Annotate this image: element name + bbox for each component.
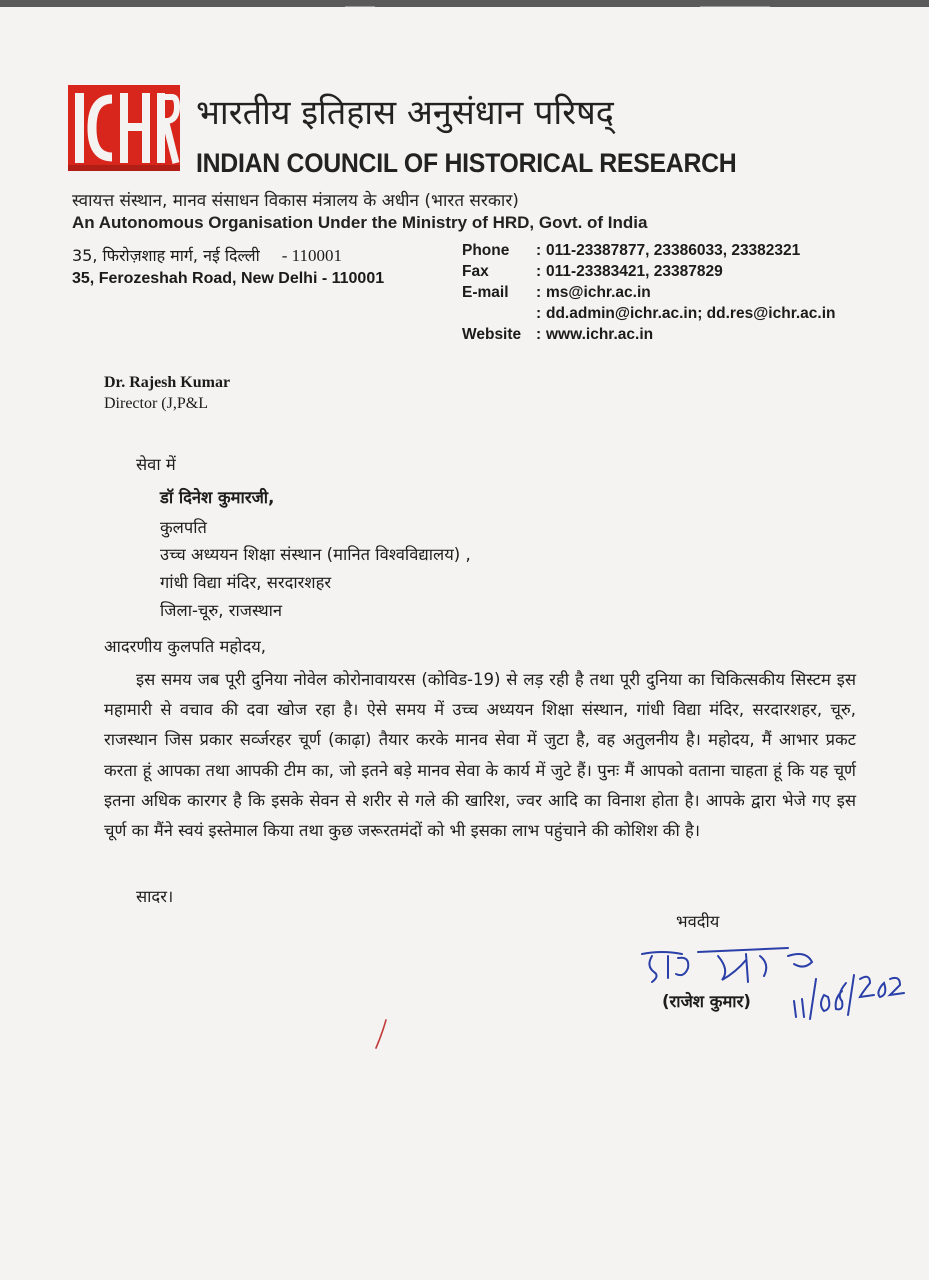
contact-separator: : xyxy=(536,305,542,322)
valediction: भवदीय xyxy=(676,912,720,931)
contact-fax xyxy=(462,261,836,282)
contact-separator: : xyxy=(536,242,542,259)
contact-separator: : xyxy=(536,263,542,280)
contact-value: 011-23383421, 23387829 xyxy=(546,263,723,280)
salutation-to: सेवा में xyxy=(136,455,176,474)
contact-website xyxy=(462,324,836,345)
contact-phone xyxy=(462,240,836,261)
contact-value: 011-23387877, 23386033, 23382321 xyxy=(546,242,801,259)
recipient-institution: उच्च अध्ययन शिक्षा संस्थान (मानित विश्वविद्यालय) , xyxy=(160,545,471,564)
top-edge-mark xyxy=(345,6,375,13)
contact-label xyxy=(462,303,536,324)
contact-email-additional xyxy=(462,303,836,324)
organisation-subtitle-hindi: स्वायत्त संस्थान, मानव संसाधन विकास मंत्रालय के अधीन (भारत सरकार) xyxy=(72,191,519,211)
address-hindi xyxy=(72,244,342,266)
contact-separator: : xyxy=(536,326,542,343)
contact-value: dd.admin@ichr.ac.in; dd.res@ichr.ac.in xyxy=(546,305,836,322)
contact-label: Phone xyxy=(462,242,510,259)
signatory-printed-name: (राजेश कुमार) xyxy=(662,992,751,1011)
sender-name: Dr. Rajesh Kumar xyxy=(104,374,231,391)
contact-value: ms@ichr.ac.in xyxy=(546,284,651,301)
contact-label: Website xyxy=(462,326,522,343)
greeting: आदरणीय कुलपति महोदय, xyxy=(104,637,267,656)
contact-label: E-mail xyxy=(462,284,509,301)
contact-separator: : xyxy=(536,284,542,301)
council-name-english: INDIAN COUNCIL OF HISTORICAL RESEARCH xyxy=(196,148,737,178)
closing: सादर। xyxy=(136,887,174,906)
address-hindi-text: 35, फिरोज़शाह मार्ग, नई दिल्ली xyxy=(72,246,260,265)
handwritten-date xyxy=(790,965,910,1029)
recipient-district: जिला-चूरु, राजस्थान xyxy=(160,601,283,620)
top-edge-strip xyxy=(0,0,929,7)
council-name-hindi: भारतीय इतिहास अनुसंधान परिषद् xyxy=(196,93,614,133)
stray-pen-mark xyxy=(372,1018,392,1054)
address-english: 35, Ferozeshah Road, New Delhi - 110001 xyxy=(72,270,385,287)
top-edge-mark xyxy=(700,6,770,13)
recipient-title: कुलपति xyxy=(160,518,207,537)
contact-label: Fax xyxy=(462,263,489,280)
letter-body: इस समय जब पूरी दुनिया नोवेल कोरोनावायरस (कोविड-19) से लड़ रही है तथा पूरी दुनिया का चिकित्सकीय सिस्टम इस महामारी से वचाव की दवा खोज रहा है। ऐसे समय में उच्च अध्ययन शिक्षा संस्थान, गांधी विद्या मंदिर, सरदारशहर, चूरु, राजस्थान जिस प्रकार सर्व्जरहर चूर्ण (काढ़ा) तैयार करके मानव सेवा में जुटा है, वह अतुलनीय है। महोदय, मैं आभार प्रकट करता हूं आपका तथा आपकी टीम का, जो इतने बड़े मानव सेवा के कार्य में जुटे हैं। पुनः मैं आपको वताना चाहता हूं कि यह चूर्ण इतना अधिक कारगर है कि इसके सेवन से शरीर से गले की खारिश, ज्वर आदि का विनाश होता है। आपके द्वारा भेजे गए इस चूर्ण का मैंने स्वयं इस्तेमाल किया तथा कुछ जरूरतमंदों को भी इसका लाभ पहुंचाने की कोशिश की है। xyxy=(104,670,856,841)
ichr-logo xyxy=(68,85,180,175)
recipient-name: डॉ दिनेश कुमारजी, xyxy=(160,488,275,507)
recipient-place: गांधी विद्या मंदिर, सरदारशहर xyxy=(160,573,332,592)
contact-value: www.ichr.ac.in xyxy=(546,326,654,343)
contact-block xyxy=(462,240,836,345)
organisation-subtitle-english: An Autonomous Organisation Under the Ministry of HRD, Govt. of India xyxy=(72,213,648,232)
contact-email xyxy=(462,282,836,303)
address-hindi-pin: - 110001 xyxy=(281,246,343,265)
sender-designation: Director (J,P&L xyxy=(104,395,208,412)
